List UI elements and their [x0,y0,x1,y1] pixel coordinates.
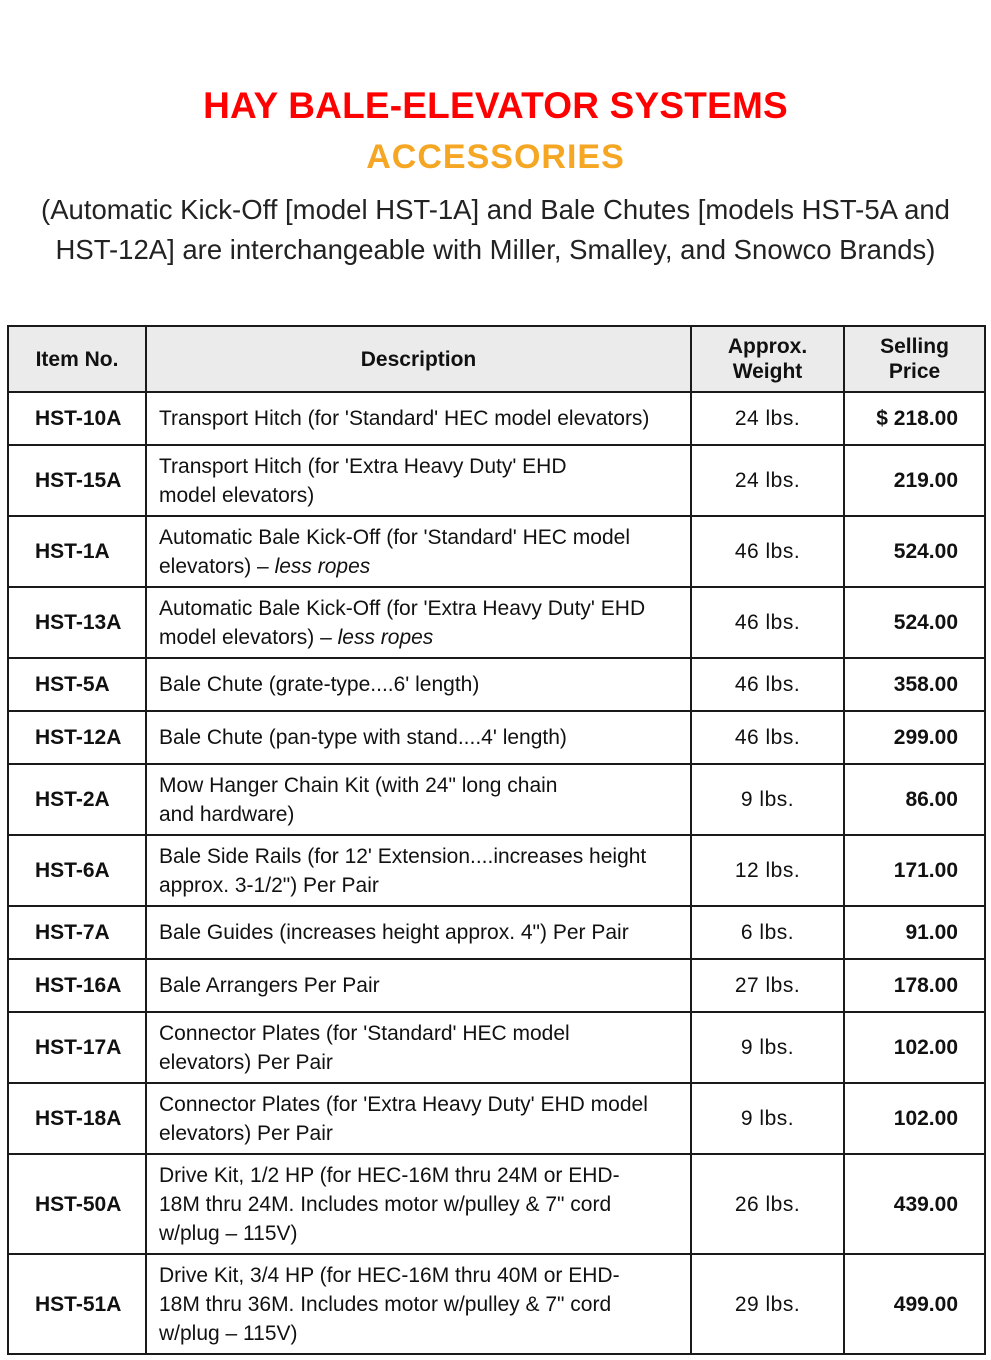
table-header-row [8,326,985,392]
description-text: Bale Chute (pan-type with stand....4' length) [159,726,567,749]
item-no-cell: HST-1A [8,516,146,587]
description-cell [146,764,691,835]
weight-cell: 9 lbs. [691,1012,844,1083]
description-text: Drive Kit, 3/4 HP (for HEC-16M thru 40M or EHD- [159,1263,620,1287]
description-text: Bale Arrangers Per Pair [159,974,380,997]
price-cell: 171.00 [844,835,985,906]
item-no-cell: HST-10A [8,392,146,445]
item-no-cell: HST-50A [8,1154,146,1254]
description-cell [146,711,691,764]
description-cell [146,835,691,906]
price-cell: $ 218.00 [844,392,985,445]
description-text: Bale Chute (grate-type....6' length) [159,673,480,696]
weight-cell: 9 lbs. [691,764,844,835]
description-text: 18M thru 36M. Includes motor w/pulley & 7" cord [159,1292,612,1316]
description-cell [146,516,691,587]
description-emphasis: less ropes [274,554,371,578]
page-subtitle: ACCESSORIES [366,138,625,176]
price-cell: 524.00 [844,587,985,658]
table-row [8,959,985,1012]
price-cell: 102.00 [844,1083,985,1154]
description-cell [146,445,691,516]
weight-cell: 12 lbs. [691,835,844,906]
table-row [8,587,985,658]
accessories-table [7,325,986,1355]
weight-cell: 46 lbs. [691,711,844,764]
table-row [8,764,985,835]
weight-cell: 6 lbs. [691,906,844,959]
compatibility-note-line-1: (Automatic Kick-Off [model HST-1A] and Bale Chutes [models HST-5A and [41,194,950,225]
description-text: and hardware) [159,802,295,826]
column-header-weight [691,326,844,392]
table-row [8,711,985,764]
description-text: model elevators) [159,483,315,507]
description-cell [146,1012,691,1083]
weight-cell: 24 lbs. [691,445,844,516]
description-text: approx. 3-1/2") Per Pair [159,873,379,897]
description-text: w/plug – 115V) [159,1221,298,1245]
item-no-cell: HST-5A [8,658,146,711]
description-text: Connector Plates (for 'Extra Heavy Duty' EHD model [159,1092,648,1116]
item-no-cell: HST-17A [8,1012,146,1083]
weight-cell: 26 lbs. [691,1154,844,1254]
description-cell [146,1254,691,1354]
description-text: elevators) Per Pair [159,1050,333,1074]
description-text: Drive Kit, 1/2 HP (for HEC-16M thru 24M or EHD- [159,1163,620,1187]
column-header-item-no: Item No. [8,326,146,392]
column-header-weight-line-1: Approx. [727,335,808,358]
item-no-cell: HST-2A [8,764,146,835]
description-cell [146,906,691,959]
price-cell: 499.00 [844,1254,985,1354]
description-text: 18M thru 24M. Includes motor w/pulley & 7" cord [159,1192,612,1216]
description-text: model elevators) – [159,625,338,649]
description-text: Automatic Bale Kick-Off (for 'Extra Heavy Duty' EHD [159,596,646,620]
item-no-cell: HST-7A [8,906,146,959]
description-cell [146,1154,691,1254]
description-cell [146,1083,691,1154]
table-row [8,835,985,906]
table-row [8,658,985,711]
description-text: Automatic Bale Kick-Off (for 'Standard' HEC model [159,525,630,549]
description-cell [146,392,691,445]
weight-cell: 27 lbs. [691,959,844,1012]
price-cell: 524.00 [844,516,985,587]
column-header-description: Description [146,326,691,392]
compatibility-note [10,190,981,270]
table-row [8,1254,985,1354]
column-header-price [844,326,985,392]
item-no-cell: HST-51A [8,1254,146,1354]
description-text: Transport Hitch (for 'Extra Heavy Duty' EHD [159,454,567,478]
page-title: HAY BALE-ELEVATOR SYSTEMS [203,85,788,126]
table-row [8,445,985,516]
description-cell [146,587,691,658]
price-cell: 86.00 [844,764,985,835]
description-text: Transport Hitch (for 'Standard' HEC model elevators) [159,407,650,430]
item-no-cell: HST-15A [8,445,146,516]
description-text: w/plug – 115V) [159,1321,298,1345]
price-cell: 439.00 [844,1154,985,1254]
description-text: Bale Guides (increases height approx. 4") Per Pair [159,921,629,944]
weight-cell: 29 lbs. [691,1254,844,1354]
price-cell: 178.00 [844,959,985,1012]
table-row [8,392,985,445]
weight-cell: 46 lbs. [691,658,844,711]
item-no-cell: HST-12A [8,711,146,764]
compatibility-note-line-2: HST-12A] are interchangeable with Miller, Smalley, and Snowco Brands) [55,234,936,265]
description-text: elevators) – [159,554,275,578]
item-no-cell: HST-18A [8,1083,146,1154]
description-emphasis: less ropes [337,625,434,649]
weight-cell: 9 lbs. [691,1083,844,1154]
description-text: Mow Hanger Chain Kit (with 24" long chain [159,773,558,797]
table-row [8,1012,985,1083]
price-cell: 102.00 [844,1012,985,1083]
column-header-price-line-2: Price [888,360,941,383]
item-no-cell: HST-16A [8,959,146,1012]
price-cell: 299.00 [844,711,985,764]
table-row [8,1083,985,1154]
weight-cell: 46 lbs. [691,587,844,658]
description-text: elevators) Per Pair [159,1121,333,1145]
column-header-weight-line-2: Weight [732,360,803,383]
description-cell [146,959,691,1012]
item-no-cell: HST-13A [8,587,146,658]
weight-cell: 24 lbs. [691,392,844,445]
weight-cell: 46 lbs. [691,516,844,587]
table-row [8,906,985,959]
price-cell: 358.00 [844,658,985,711]
table-row [8,1154,985,1254]
description-text: Bale Side Rails (for 12' Extension....increases height [159,844,647,868]
description-cell [146,658,691,711]
item-no-cell: HST-6A [8,835,146,906]
column-header-price-line-1: Selling [880,335,949,358]
table-row [8,516,985,587]
price-cell: 219.00 [844,445,985,516]
price-cell: 91.00 [844,906,985,959]
description-text: Connector Plates (for 'Standard' HEC model [159,1021,570,1045]
